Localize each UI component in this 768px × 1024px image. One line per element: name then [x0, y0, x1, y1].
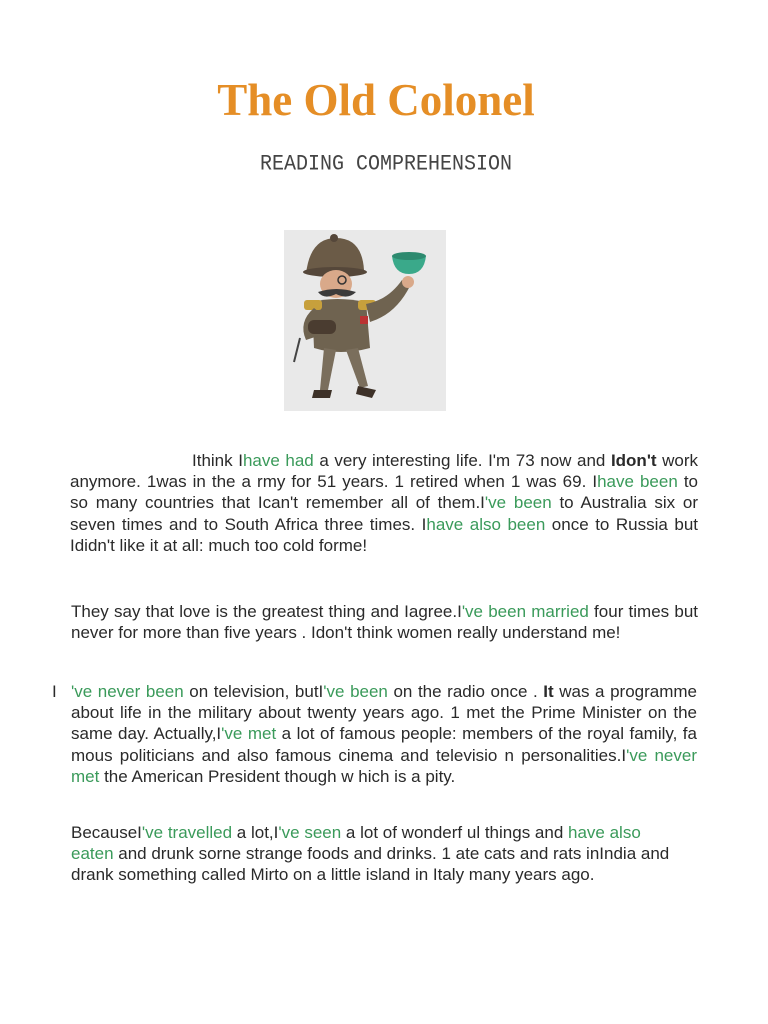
paragraph-3-lead: I — [52, 682, 57, 701]
paragraph-1: Ithink Ihave had a very interesting life. I'm 73 now and Idon't work anymore. 1was in the a rmy for 51 years. 1 retired when 1 was 69. Ihave been to so many countries that Ican't remember all of them.I've been to Australia six or seven times and to South Africa three times. Ihave also been once to Russia but Ididn't like it at all: much too cold forme! — [70, 451, 698, 555]
page-subtitle: READING COMPREHENSION — [259, 151, 513, 178]
paragraph-3: 've never been on television, butI've been on the radio once . It was a programme about life in the military about twenty years ago. 1 met the Prime Minister on the same day. Actually,I've met a lot of famous people: members of the royal family, fa mous politicians and also famous cinema and televisio n personalities.I've never met the American President though w hich is a pity. — [71, 682, 698, 786]
page-title: The Old Colonel — [217, 75, 535, 125]
old-colonel-cartoon-icon — [284, 230, 446, 411]
paragraph-4: BecauseI've travelled a lot,I've seen a lot of wonderf ul things and have also eaten and drunk sorne strange foods and drinks. 1 ate cats and rats inIndia and drank something called Mirto on a little island in Italy many years ago. — [71, 823, 670, 885]
paragraph-2: They say that love is the greatest thing and Iagree.I've been married four times but never for more than five years . Idon't think women really understand me! — [71, 602, 698, 643]
